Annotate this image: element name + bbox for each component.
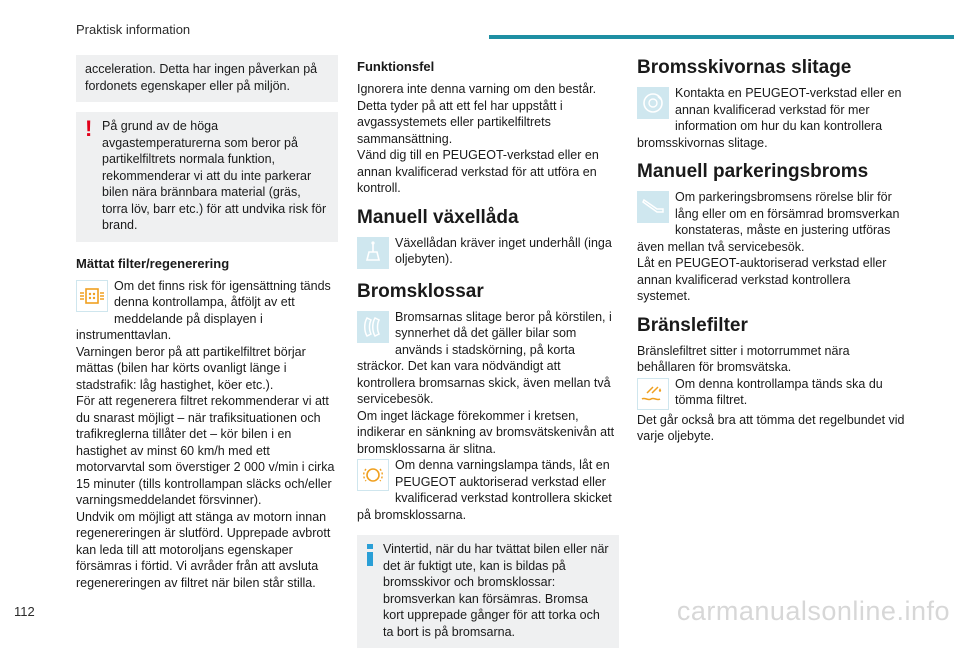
heading-fuel-filter: Bränslefilter bbox=[637, 314, 748, 336]
gearbox-item bbox=[357, 235, 619, 271]
fuel-filter-p2: Om denna kontrollampa tänds ska du tömma filtret. bbox=[675, 376, 883, 407]
gearbox-oil-icon bbox=[357, 237, 389, 269]
brake-pads-p3: Om denna varningslampa tänds, låt en PEUGEOT auktoriserad verkstad eller kvalificerad verkstad kontrollera skicket på bromsklossarna. bbox=[357, 458, 612, 522]
gearbox-text: Växellådan kräver inget underhåll (inga oljebyten). bbox=[395, 235, 612, 266]
fuel-filter-p3: Det går också bra att tömma det regelbundet vid varje oljebyte. bbox=[637, 412, 905, 443]
column-1 bbox=[76, 55, 338, 591]
heading-malfunction: Funktionsfel bbox=[357, 59, 435, 74]
warning-text: På grund av de höga avgastemperaturerna som beror på partikelfiltrets normala funktion, rekommenderar vi att du inte parkerar bilen nära brännbara material (gräs, torra löv, barr etc.) för att undvika risk för brand. bbox=[102, 119, 327, 232]
filter-p4: Undvik om möjligt att stänga av motorn innan regenereringen är slutförd. Upprepade avbrott kan leda till att motoroljans egenskaper försämras i förtid. Vi avråder från att avsluta regenereringen av filtret när bilen står stilla. bbox=[76, 509, 331, 590]
parking-brake-icon bbox=[637, 191, 669, 223]
brake-discs-item bbox=[637, 85, 905, 151]
brake-pads-p2: Om inget läckage förekommer i kretsen, indikerar en sänkning av bromsvätskenivån att bromsklossarna är slitna. bbox=[357, 408, 615, 456]
brake-pads-icon bbox=[357, 311, 389, 343]
page-number: 112 bbox=[14, 604, 35, 619]
parking-brake-p1: Om parkeringsbromsens rörelse blir för lång eller om en försämrad bromsverkan konstateras, måste en justering utföras även mellan två servicebesök. bbox=[637, 190, 900, 254]
info-icon bbox=[367, 544, 373, 566]
continued-text-box bbox=[76, 55, 338, 102]
fuel-filter-item bbox=[637, 376, 905, 412]
column-3 bbox=[637, 55, 905, 445]
fuel-filter-p1: Bränslefiltret sitter i motorrummet nära behållaren för bromsvätska. bbox=[637, 343, 850, 374]
malfunction-p2: Vänd dig till en PEUGEOT-verkstad eller en annan kvalificerad verkstad för att utföra en kontroll. bbox=[357, 148, 599, 195]
brake-disc-icon bbox=[637, 87, 669, 119]
heading-filter-regeneration: Mättat filter/regenerering bbox=[76, 255, 230, 271]
heading-brake-discs: Bromsskivornas slitage bbox=[637, 57, 852, 78]
brake-warning-item bbox=[357, 457, 619, 523]
brake-warning-icon bbox=[357, 459, 389, 491]
filter-p2: Varningen beror på att partikelfiltret börjar mättas (bilen har körts ovanligt länge i stadstrafik: låg hastighet, köer etc.). bbox=[76, 344, 306, 392]
brake-pads-p1: Bromsarnas slitage beror på körstilen, i synnerhet då det gäller bilar som används i stadskörning, på korta sträckor. Det kan vara nödvändigt att kontrollera bromsarnas skick, även mellan två servicebesök. bbox=[357, 309, 612, 406]
brake-discs-text: Kontakta en PEUGEOT-verkstad eller en annan kvalificerad verkstad för mer information om hur du kan kontrollera bromsskivornas slitage. bbox=[637, 86, 902, 150]
filter-warning-item bbox=[76, 278, 338, 344]
parking-brake-item bbox=[637, 189, 905, 255]
parking-brake-p2: Låt en PEUGEOT-auktoriserad verkstad eller annan kvalificerad verkstad kontrollera systemet. bbox=[637, 256, 887, 303]
info-text: Vintertid, när du har tvättat bilen eller när det är fuktigt ute, kan is bildas på bromsskivor och bromsklossar: bromsverkan kan försämras. Bromsa kort upprepade gånger för att torka och ta bort is på bromsarna. bbox=[383, 542, 609, 639]
box-text: acceleration. Detta har ingen påverkan på fordonets egenskaper eller på miljön. bbox=[85, 62, 318, 93]
heading-brake-pads: Bromsklossar bbox=[357, 280, 484, 302]
filter-p3: För att regenerera filtret rekommenderar vi att du snarast möjligt – när trafiksituationen och trafikreglerna tillåter det – kör bilen i en hastighet av minst 60 km/h med ett motorvarvtal som överstiger 2 000 v/min i cirka 15 minuter (tills kontrollampan släcks och/eller varningsmeddelandet försvinner). bbox=[76, 394, 335, 507]
column-2 bbox=[357, 55, 619, 658]
water-in-fuel-icon bbox=[637, 378, 669, 410]
header-accent-bar bbox=[489, 35, 954, 39]
particle-filter-warning-icon bbox=[76, 280, 108, 312]
warning-box bbox=[76, 112, 338, 242]
heading-parking-brake: Manuell parkeringsbroms bbox=[637, 161, 869, 182]
watermark: carmanualsonline.info bbox=[676, 596, 950, 626]
info-box bbox=[357, 535, 619, 648]
section-title: Praktisk information bbox=[76, 22, 191, 37]
malfunction-p1: Ignorera inte denna varning om den består. Detta tyder på att ett fel har uppstått i avgassystemets eller partikelfiltrets sammansättning. bbox=[357, 82, 597, 146]
filter-p1: Om det finns risk för igensättning tänds denna kontrollampa, åtföljt av ett meddelande på displayen i instrumenttavlan. bbox=[76, 278, 331, 342]
heading-manual-gearbox: Manuell växellåda bbox=[357, 206, 519, 228]
exclamation-icon: ! bbox=[85, 116, 93, 141]
brake-pads-item bbox=[357, 309, 619, 408]
